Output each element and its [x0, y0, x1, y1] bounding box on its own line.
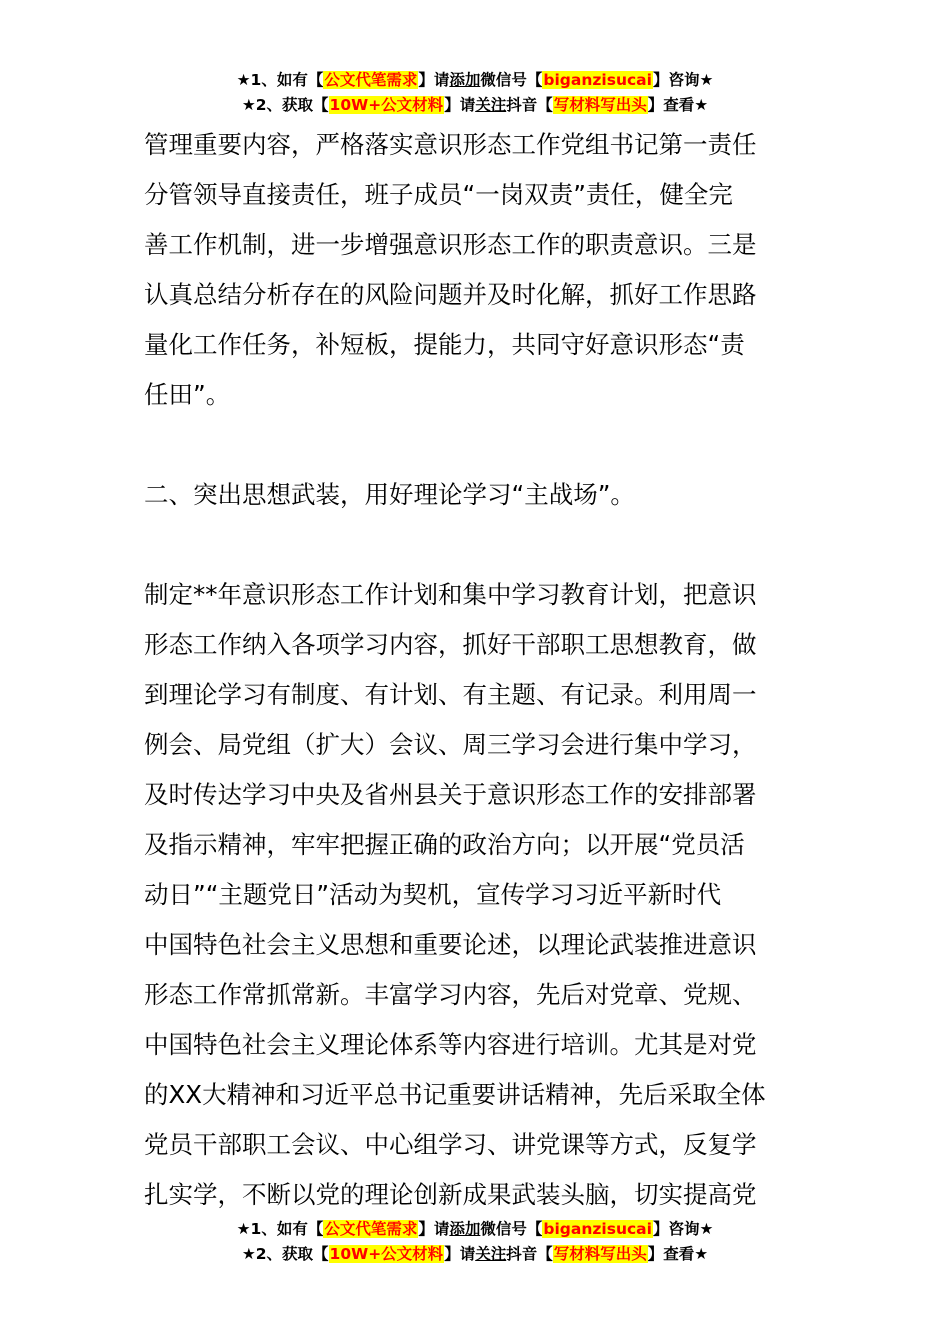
banner-text: 】请	[444, 1245, 476, 1263]
text-line: 的XX大精神和习近平总书记重要讲话精神，先后采取全体	[144, 1080, 766, 1109]
banner-underlined: 添加	[449, 1220, 481, 1238]
text-line: 及时传达学习中央及省州县关于意识形态工作的安排部署	[144, 780, 757, 809]
text-line: 例会、局党组（扩大）会议、周三学习会进行集中学习，	[144, 730, 757, 759]
banner-highlight: 写材料写出头	[553, 96, 647, 114]
banner-text: 微信号【	[480, 1220, 543, 1238]
section-heading	[144, 470, 809, 520]
text-line: 中国特色社会主义理论体系等内容进行培训。尤其是对党	[144, 1030, 757, 1059]
text-line: 量化工作任务，补短板，提能力，共同守好意识形态“责	[144, 330, 745, 359]
banner-text: 微信号【	[480, 71, 543, 89]
banner-text: 】咨询★	[652, 1220, 714, 1238]
text-line: 善工作机制，进一步增强意识形态工作的职责意识。三是	[144, 230, 757, 259]
text-line: 动日”“主题党日”活动为契机，宣传学习习近平新时代	[144, 880, 722, 909]
banner-highlight: 公文代笔需求	[324, 71, 418, 89]
text-line: 扎实学，不断以党的理论创新成果武装头脑，切实提高党	[144, 1180, 757, 1209]
banner-text: 抖音【	[506, 1245, 553, 1263]
text-line: 认真总结分析存在的风险问题并及时化解，抓好工作思路	[144, 280, 757, 309]
text-line: 党员干部职工会议、中心组学习、讲党课等方式，反复学	[144, 1130, 757, 1159]
text-line: 制定**年意识形态工作计划和集中学习教育计划，把意识	[144, 580, 757, 609]
header-banner	[0, 68, 950, 118]
banner-underlined: 关注	[475, 1245, 507, 1263]
banner-text: 】请	[418, 71, 450, 89]
text-line: 及指示精神，牢牢把握正确的政治方向；以开展“党员活	[144, 830, 745, 859]
banner-text: 抖音【	[506, 96, 553, 114]
text-line: 形态工作常抓常新。丰富学习内容，先后对党章、党规、	[144, 980, 757, 1009]
banner-text: ★2、获取【	[241, 1245, 329, 1263]
banner-underlined: 添加	[449, 71, 481, 89]
paragraph-gap	[144, 520, 809, 570]
heading-line: 二、突出思想武装，用好理论学习“主战场”。	[144, 480, 635, 509]
banner-highlight: biganzisucai	[543, 1220, 652, 1238]
banner-text: 】请	[444, 96, 476, 114]
banner-text: 】请	[418, 1220, 450, 1238]
banner-line-1	[0, 68, 950, 93]
paragraph-gap	[144, 420, 809, 470]
banner-highlight: 公文代笔需求	[324, 1220, 418, 1238]
banner-text: ★1、如有【	[236, 1220, 324, 1238]
text-line: 形态工作纳入各项学习内容，抓好干部职工思想教育，做	[144, 630, 757, 659]
text-line: 分管领导直接责任，班子成员“一岗双责”责任，健全完	[144, 180, 733, 209]
document-body	[144, 120, 809, 1220]
paragraph	[144, 120, 809, 420]
banner-highlight: 10W+公文材料	[329, 1245, 444, 1263]
banner-text: ★1、如有【	[236, 71, 324, 89]
banner-highlight: 写材料写出头	[553, 1245, 647, 1263]
banner-text: 】查看★	[647, 1245, 709, 1263]
paragraph	[144, 570, 809, 1220]
banner-line-1	[0, 1217, 950, 1242]
footer-banner	[0, 1217, 950, 1267]
text-line: 中国特色社会主义思想和重要论述，以理论武装推进意识	[144, 930, 757, 959]
banner-highlight: 10W+公文材料	[329, 96, 444, 114]
banner-text: 】咨询★	[652, 71, 714, 89]
text-line: 管理重要内容，严格落实意识形态工作党组书记第一责任	[144, 130, 757, 159]
banner-line-2	[0, 93, 950, 118]
banner-text: 】查看★	[647, 96, 709, 114]
banner-line-2	[0, 1242, 950, 1267]
banner-underlined: 关注	[475, 96, 507, 114]
text-line: 任田”。	[144, 380, 231, 409]
banner-highlight: biganzisucai	[543, 71, 652, 89]
text-line: 到理论学习有制度、有计划、有主题、有记录。利用周一	[144, 680, 757, 709]
banner-text: ★2、获取【	[241, 96, 329, 114]
